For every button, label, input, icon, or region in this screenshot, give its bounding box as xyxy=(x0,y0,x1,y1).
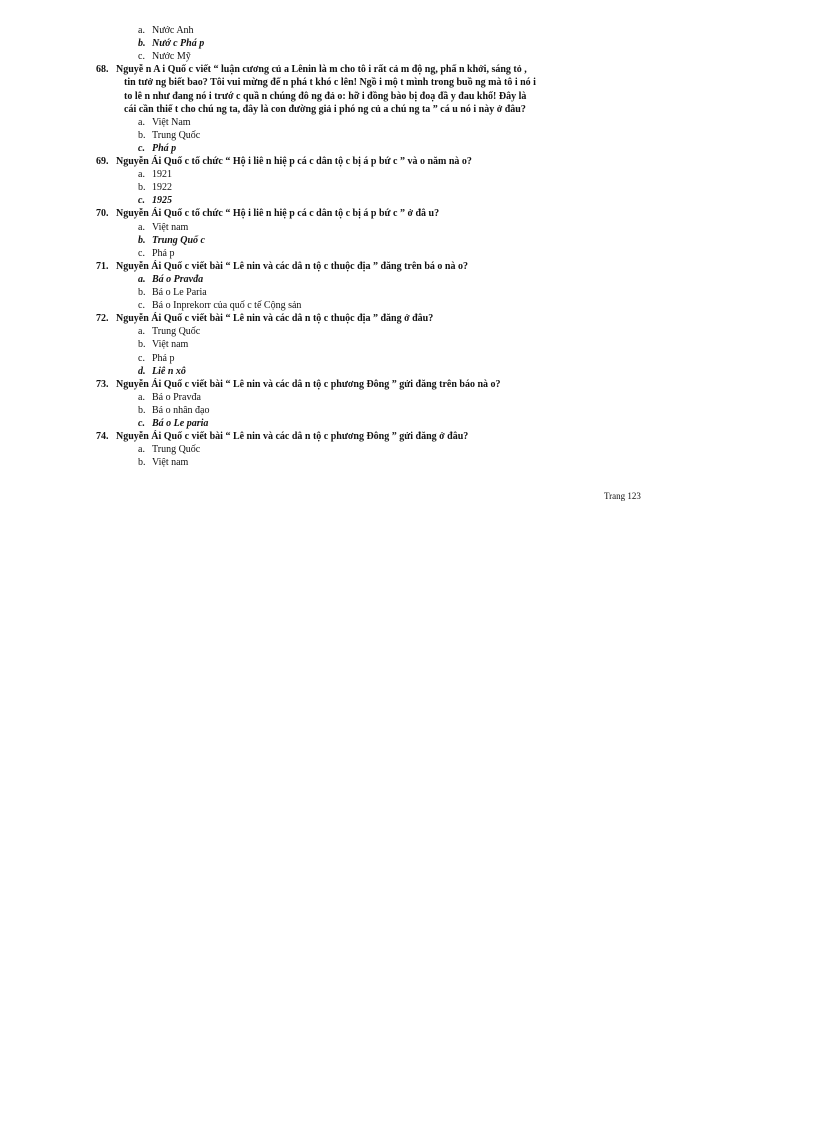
option-text: Phá p xyxy=(152,352,175,364)
option-letter: b. xyxy=(138,287,146,298)
answer-option xyxy=(138,168,172,181)
answer-option xyxy=(138,456,188,469)
answer-option xyxy=(138,443,200,456)
option-letter: a. xyxy=(138,25,145,36)
answer-option-correct xyxy=(138,37,204,50)
option-letter: b. xyxy=(138,129,146,141)
answer-option-correct xyxy=(138,417,208,430)
option-text: Bá o Le Paria xyxy=(152,287,207,298)
option-text: Việt nam xyxy=(152,339,189,351)
option-letter: a. xyxy=(138,326,145,338)
question-text: Nguyễn Ái Quố c viết bài “ Lê nin và các dâ n tộ c phương Đông ” gửi đăng trên báo nà o? xyxy=(116,378,501,390)
option-letter: c. xyxy=(138,195,145,207)
answer-option-correct xyxy=(138,194,172,207)
option-letter: b. xyxy=(138,339,146,351)
answer-option xyxy=(138,299,301,312)
option-text: Nước Anh xyxy=(152,25,194,36)
question-number: 74. xyxy=(96,431,109,443)
option-text: Trung Quốc xyxy=(152,129,201,141)
answer-option xyxy=(138,286,207,299)
question-text: Nguyễn Ái Quố c tổ chức “ Hộ i liê n hiệ p cá c dân tộ c bị á p bứ c ” ở đâ u? xyxy=(116,208,440,220)
answer-option-correct xyxy=(138,273,203,286)
option-letter: a. xyxy=(138,221,145,233)
option-text: Bá o Pravđa xyxy=(152,391,201,403)
answer-option xyxy=(138,325,200,338)
option-text: Nước Mỹ xyxy=(152,51,191,63)
question-number: 69. xyxy=(96,156,109,167)
question-number: 71. xyxy=(96,260,109,272)
answer-option xyxy=(138,352,175,365)
question-text-continued: tin tưở ng biết bao? Tôi vui mừng đế n phá t khó c lên! Ngồ i mộ t mình trong buồ ng mà tô i nó i xyxy=(124,77,536,89)
option-text: Việt Nam xyxy=(152,116,191,128)
option-letter: a. xyxy=(138,273,146,285)
option-text: Trung Quố c xyxy=(152,234,205,246)
option-text: Bá o Le paria xyxy=(152,418,209,429)
question xyxy=(96,430,468,443)
option-text: 1921 xyxy=(152,169,172,181)
option-text: Nướ c Phá p xyxy=(152,38,205,50)
option-letter: a. xyxy=(138,444,145,456)
question-number: 68. xyxy=(96,64,109,76)
answer-option-correct xyxy=(138,142,176,155)
answer-option xyxy=(138,247,175,260)
answer-option xyxy=(138,338,188,351)
option-text: Việt nam xyxy=(152,221,189,233)
answer-option xyxy=(138,391,201,404)
answer-option xyxy=(138,24,194,37)
option-text: Phá p xyxy=(152,142,177,154)
question xyxy=(96,378,501,391)
option-text: Trung Quốc xyxy=(152,444,201,456)
option-letter: a. xyxy=(138,116,145,128)
answer-option-correct xyxy=(138,234,205,247)
option-text: Bá o Pravđa xyxy=(152,273,204,285)
option-text: Phá p xyxy=(152,247,175,259)
answer-option xyxy=(138,116,191,129)
question-number: 70. xyxy=(96,208,109,220)
question-text: Nguyễn Ái Quố c viết bài “ Lê nin và các dâ n tộ c thuộc địa ” đăng trên bá o nà o? xyxy=(116,260,468,272)
option-letter: c. xyxy=(138,247,145,259)
answer-option xyxy=(138,129,200,142)
option-text: 1922 xyxy=(152,182,172,194)
question xyxy=(96,63,527,76)
option-letter: b. xyxy=(138,182,146,194)
page-footer: Trang 123 xyxy=(604,491,641,501)
option-letter: b. xyxy=(138,404,146,416)
question xyxy=(96,155,472,168)
question-text: Nguyễn Ái Quố c viết bài “ Lê nin và các dâ n tộ c phương Đông ” gửi đăng ở đâu? xyxy=(116,431,469,443)
option-letter: a. xyxy=(138,391,145,403)
option-letter: c. xyxy=(138,418,145,429)
question xyxy=(96,260,468,273)
option-text: Bá o nhân đạo xyxy=(152,404,210,416)
option-letter: c. xyxy=(138,142,145,154)
option-letter: b. xyxy=(138,234,146,246)
question-number: 73. xyxy=(96,378,109,390)
option-letter: c. xyxy=(138,300,145,312)
option-text: Việt nam xyxy=(152,457,189,469)
option-letter: c. xyxy=(138,51,145,63)
answer-option xyxy=(138,404,210,417)
question-text: Nguyễn Ái Quố c viết bài “ Lê nin và các dâ n tộ c thuộc địa ” đăng ở đâu? xyxy=(116,313,434,325)
question-text-continued: cái cần thiế t cho chú ng ta, đây là con đường giả i phó ng củ a chú ng ta ” cá u nó i này ở đâu? xyxy=(124,103,526,115)
question xyxy=(96,312,433,325)
option-text: 1925 xyxy=(152,195,172,207)
option-text: Liê n xô xyxy=(152,365,186,377)
option-letter: b. xyxy=(138,457,146,469)
question-number: 72. xyxy=(96,313,109,325)
question-text: Nguyễn Ái Quố c tổ chức “ Hộ i liê n hiệ p cá c dân tộ c bị á p bứ c ” và o năm nà o? xyxy=(116,156,472,167)
answer-option-correct xyxy=(138,365,186,378)
option-letter: b. xyxy=(138,38,146,50)
option-letter: c. xyxy=(138,352,145,364)
question xyxy=(96,207,439,220)
question-text: Nguyễ n A i Quố c viết “ luận cương củ a Lênin là m cho tô i rất cả m độ ng, phấ n khởi, sáng tỏ , xyxy=(116,64,527,76)
option-text: Bá o Inprekorr của quố c tế Cộng sản xyxy=(152,300,302,312)
question-text-continued: to lê n như đang nó i trướ c quầ n chúng đô ng đả o: hỡ i đồng bào bị đoạ đầ y đau khổ! Đây là xyxy=(124,90,527,102)
answer-option xyxy=(138,221,188,234)
option-letter: a. xyxy=(138,169,145,181)
option-text: Trung Quốc xyxy=(152,326,201,338)
answer-option xyxy=(138,50,191,63)
answer-option xyxy=(138,181,172,194)
option-letter: d. xyxy=(138,365,146,377)
